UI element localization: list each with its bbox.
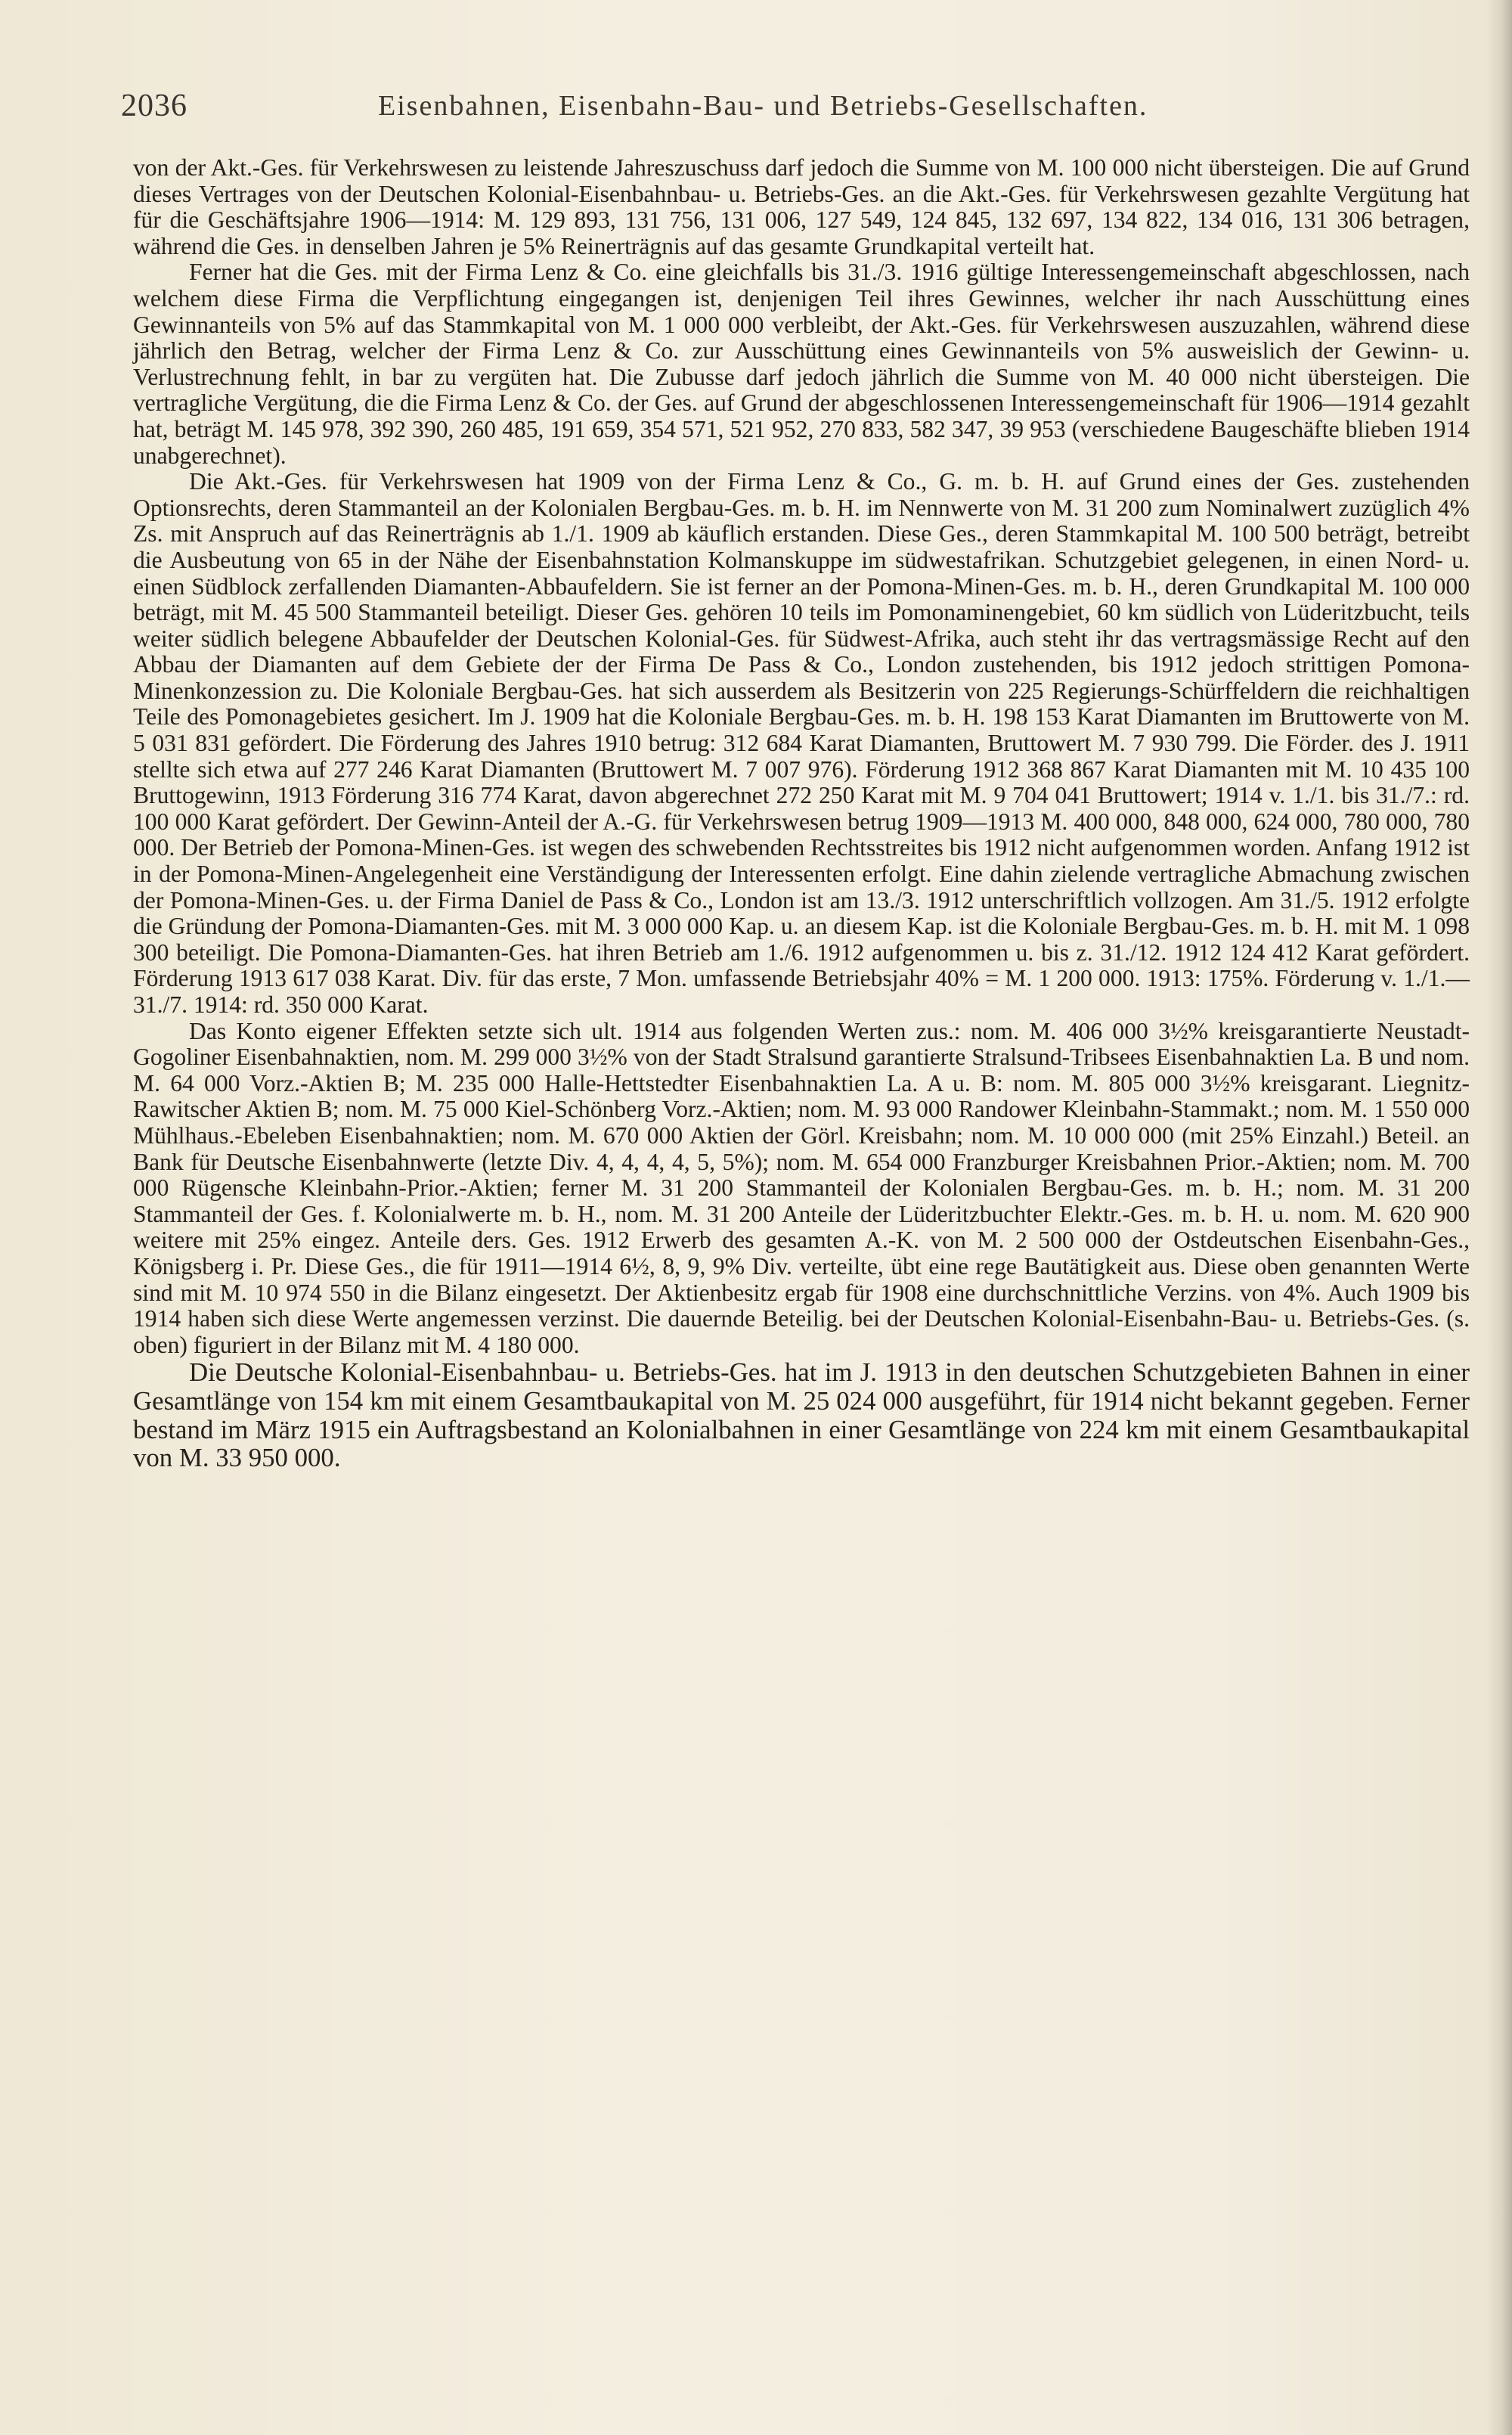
paragraph-effekten: Das Konto eigener Effekten setzte sich ult. 1914 aus folgenden Werten zus.: nom. M. 406 000 3½% kreisgarantierte Neustadt-Gogoliner Eisenbahnaktien, nom. M. 299 000 3½% von der Stadt Stralsund garantierte Stralsund-Tribsees Eisenbahnaktien La. B und nom. M. 64 000 Vorz.-Aktien B; M. 235 000 Halle-Hettstedter Eisenbahnaktien La. A u. B: nom. M. 805 000 3½% kreisgarant. Liegnitz-Rawitscher Aktien B; nom. M. 75 000 Kiel-Schönberg Vorz.-Aktien; nom. M. 93 000 Randower Kleinbahn-Stammakt.; nom. M. 1 550 000 Mühlhaus.-Ebeleben Eisenbahnaktien; nom. M. 670 000 Aktien der Görl. Kreisbahn; nom. M. 10 000 000 (mit 25% Einzahl.) Beteil. an Bank für Deutsche Eisenbahnwerte (letzte Div. 4, 4, 4, 4, 5, 5%); nom. M. 654 000 Franzburger Kreisbahnen Prior.-Aktien; nom. M. 700 000 Rügensche Kleinbahn-Prior.-Aktien; ferner M. 31 200 Stammanteil der Kolonialen Bergbau-Ges. m. b. H.; nom. M. 31 200 Stammanteil der Ges. f. Kolonialwerte m. b. H., nom. M. 31 200 Anteile der Lüderitzbuchter Elektr.-Ges. m. b. H. u. nom. M. 620 900 weitere mit 25% eingez. Anteile ders. Ges. 1912 Erwerb des gesamten A.-K. von M. 2 500 000 der Ostdeutschen Eisenbahn-Ges., Königsberg i. Pr. Diese Ges., die für 1911—1914 6½, 8, 9, 9% Div. verteilte, übt eine rege Bautätigkeit aus. Diese oben genannten Werte sind mit M. 10 974 550 in die Bilanz eingesetzt. Der Aktienbesitz ergab für 1908 eine durchschnittliche Verzins. von 4%. Auch 1909 bis 1914 haben sich diese Werte angemessen verzinst. Die dauernde Beteilig. bei der Deutschen Kolonial-Eisenbahn-Bau- u. Betriebs-Ges. (s. oben) figuriert in der Bilanz mit M. 4 180 000. (133, 1017, 1470, 1358)
page-header (121, 88, 1482, 133)
article-body (133, 155, 1470, 1472)
paragraph-koloniale-bergbau: Die Akt.-Ges. für Verkehrswesen hat 1909 von der Firma Lenz & Co., G. m. b. H. auf Grund eines der Ges. zustehenden Optionsrechts, deren Stammanteil an der Kolonialen Bergbau-Ges. m. b. H. im Nennwerte von M. 31 200 zum Nominalwert zuzüglich 4% Zs. mit Anspruch auf das Reinerträgnis ab 1./1. 1909 ab käuflich erstanden. Diese Ges., deren Stammkapital M. 100 500 beträgt, betreibt die Ausbeutung von 65 in der Nähe der Eisenbahnstation Kolmanskuppe im südwestafrikan. Schutzgebiet gelegenen, in einen Nord- u. einen Südblock zerfallenden Diamanten-Abbaufeldern. Sie ist ferner an der Pomona-Minen-Ges. m. b. H., deren Grundkapital M. 100 000 beträgt, mit M. 45 500 Stammanteil beteiligt. Dieser Ges. gehören 10 teils im Pomonaminengebiet, 60 km südlich von Lüderitzbucht, teils weiter südlich belegene Abbaufelder der Deutschen Kolonial-Ges. für Südwest-Afrika, auch steht ihr das vertragsmässige Recht auf den Abbau der Diamanten auf dem Gebiete der der Firma De Pass & Co., London zustehenden, bis 1912 jedoch strittigen Pomona-Minenkonzession zu. Die Koloniale Bergbau-Ges. hat sich ausserdem als Besitzerin von 225 Regierungs-Schürffeldern die reichhaltigen Teile des Pomonagebietes gesichert. Im J. 1909 hat die Koloniale Bergbau-Ges. m. b. H. 198 153 Karat Diamanten im Bruttowerte von M. 5 031 831 gefördert. Die Förderung des Jahres 1910 betrug: 312 684 Karat Diamanten, Bruttowert M. 7 930 799. Die Förder. des J. 1911 stellte sich etwa auf 277 246 Karat Diamanten (Bruttowert M. 7 007 976). Förderung 1912 368 867 Karat Diamanten mit M. 10 435 100 Bruttogewinn, 1913 Förderung 316 774 Karat, davon abgerechnet 272 250 Karat mit M. 9 704 041 Bruttowert; 1914 v. 1./1. bis 31./7.: rd. 100 000 Karat gefördert. Der Gewinn-Anteil der A.-G. für Verkehrswesen betrug 1909—1913 M. 400 000, 848 000, 624 000, 780 000, 780 000. Der Betrieb der Pomona-Minen-Ges. ist wegen des schwebenden Rechtsstreites bis 1912 nicht aufgenommen worden. Anfang 1912 ist in der Pomona-Minen-Angelegenheit eine Verständigung der Interessenten erfolgt. Eine dahin zielende vertragliche Abmachung zwischen der Pomona-Minen-Ges. u. der Firma Daniel de Pass & Co., London ist am 13./3. 1912 unterschriftlich vollzogen. Am 31./5. 1912 erfolgte die Gründung der Pomona-Diamanten-Ges. mit M. 3 000 000 Kap. u. an diesem Kap. ist die Koloniale Bergbau-Ges. m. b. H. mit M. 1 098 300 beteiligt. Die Pomona-Diamanten-Ges. hat ihren Betrieb am 1./6. 1912 aufgenommen u. bis z. 31./12. 1912 124 412 Karat gefördert. Förderung 1913 617 038 Karat. Div. für das erste, 7 Mon. umfassende Betriebsjahr 40% = M. 1 200 000. 1913: 175%. Förderung v. 1./1.—31./7. 1914: rd. 350 000 Karat. (133, 468, 1470, 1018)
page-edge-shadow (1486, 0, 1512, 2435)
paragraph-kolonial-eisenbahnbau: Die Deutsche Kolonial-Eisenbahnbau- u. Betriebs-Ges. hat im J. 1913 in den deutschen Schutzgebieten Bahnen in einer Gesamtlänge von 154 km mit einem Gesamtbaukapital von M. 25 024 000 ausgeführt, für 1914 nicht bekannt gegeben. Ferner bestand im März 1915 ein Auftragsbestand an Kolonialbahnen in einer Gesamtlänge von 224 km mit einem Gesamtbaukapital von M. 33 950 000. (133, 1357, 1470, 1473)
page-number: 2036 (121, 88, 187, 123)
running-title: Eisenbahnen, Eisenbahn-Bau- und Betriebs-Gesellschaften. (378, 90, 1148, 122)
paragraph-continuation: von der Akt.-Ges. für Verkehrswesen zu leistende Jahreszuschuss darf jedoch die Summe von M. 100 000 nicht übersteigen. Die auf Grund dieses Vertrages von der Deutschen Kolonial-Eisenbahnbau- u. Betriebs-Ges. an die Akt.-Ges. für Verkehrswesen gezahlte Vergütung hat für die Geschäftsjahre 1906—1914: M. 129 893, 131 756, 131 006, 127 549, 124 845, 132 697, 134 822, 134 016, 131 306 betragen, während die Ges. in denselben Jahren je 5% Reinerträgnis auf das gesamte Grundkapital verteilt hat. (133, 154, 1470, 259)
paragraph-lenz-interest: Ferner hat die Ges. mit der Firma Lenz & Co. eine gleichfalls bis 31./3. 1916 gültige Interessengemeinschaft abgeschlossen, nach welchem diese Firma die Verpflichtung eingegangen ist, denjenigen Teil ihres Gewinnes, welcher ihr nach Ausschüttung eines Gewinnanteils von 5% auf das Stammkapital von M. 1 000 000 verbleibt, der Akt.-Ges. für Verkehrswesen auszuzahlen, während diese jährlich den Betrag, welcher der Firma Lenz & Co. zur Ausschüttung eines Gewinnanteils von 5% ausweislich der Gewinn- u. Verlustrechnung fehlt, in bar zu vergüten hat. Die Zubusse darf jedoch jährlich die Summe von M. 40 000 nicht übersteigen. Die vertragliche Vergütung, die die Firma Lenz & Co. der Ges. auf Grund der abgeschlossenen Interessengemeinschaft für 1906—1914 gezahlt hat, beträgt M. 145 978, 392 390, 260 485, 191 659, 354 571, 521 952, 270 833, 582 347, 39 953 (verschiedene Baugeschäfte blieben 1914 unabgerechnet). (133, 259, 1470, 469)
